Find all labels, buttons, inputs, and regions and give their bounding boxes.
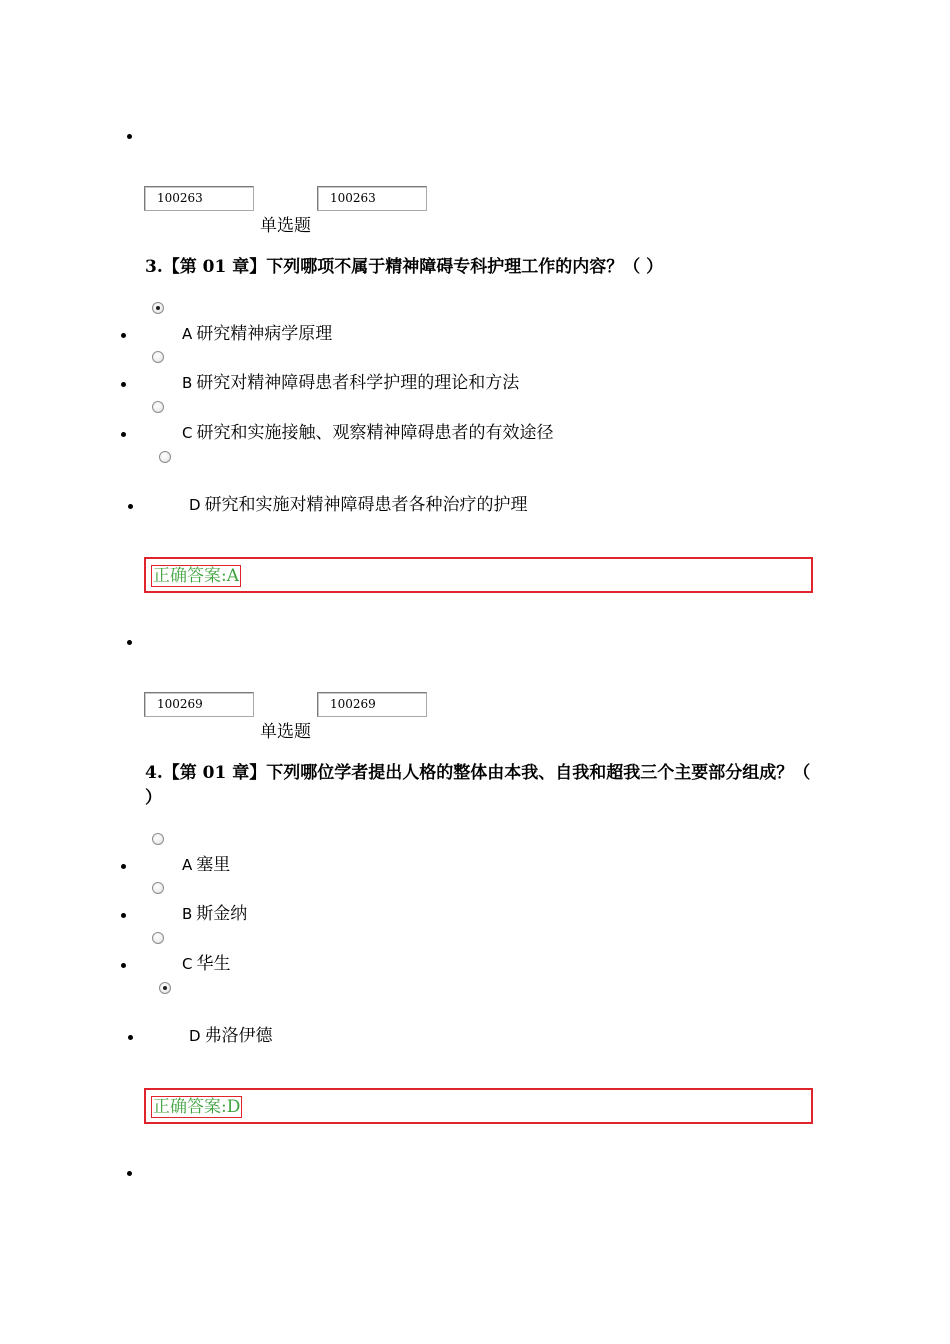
option-letter: D <box>189 1027 201 1045</box>
list-bullet <box>121 864 126 869</box>
question-id-field[interactable]: 100263 <box>144 186 254 211</box>
option-b[interactable] <box>182 372 519 394</box>
option-a-radio[interactable] <box>152 302 164 314</box>
option-a[interactable] <box>182 854 230 876</box>
option-text: 塞里 <box>196 855 231 875</box>
option-d-radio[interactable] <box>159 982 171 994</box>
option-b-radio[interactable] <box>152 882 164 894</box>
option-letter: C <box>182 424 193 442</box>
list-bullet <box>128 504 133 509</box>
option-letter: B <box>182 905 193 923</box>
option-letter: B <box>182 374 193 392</box>
option-text: 斯金纳 <box>196 904 248 924</box>
option-d[interactable] <box>189 494 528 516</box>
correct-answer-box <box>144 1088 813 1124</box>
question-text: 4.【第 01 章】下列哪位学者提出人格的整体由本我、自我和超我三个主要部分组成？（ ） <box>145 763 811 808</box>
list-bullet <box>121 382 126 387</box>
correct-answer-box <box>144 557 813 593</box>
option-c-radio[interactable] <box>152 932 164 944</box>
correct-answer: 正确答案:A <box>153 566 240 586</box>
option-d-radio[interactable] <box>159 451 171 463</box>
list-bullet <box>127 134 132 139</box>
option-text: 研究精神病学原理 <box>196 324 333 344</box>
list-bullet <box>121 432 126 437</box>
option-letter: D <box>189 496 201 514</box>
option-d[interactable] <box>189 1025 273 1047</box>
option-b-radio[interactable] <box>152 351 164 363</box>
question-id-field[interactable]: 100269 <box>144 692 254 717</box>
question-id-field[interactable]: 100269 <box>317 692 427 717</box>
list-bullet <box>121 913 126 918</box>
option-c[interactable] <box>182 422 553 444</box>
option-text: 研究对精神障碍患者科学护理的理论和方法 <box>196 373 520 393</box>
option-b[interactable] <box>182 903 247 925</box>
list-bullet <box>121 963 126 968</box>
question-id-field[interactable]: 100263 <box>317 186 427 211</box>
option-text: 研究和实施接触、观察精神障碍患者的有效途径 <box>196 423 554 443</box>
question-type-label: 单选题 <box>260 216 311 236</box>
list-bullet <box>127 640 132 645</box>
correct-answer: 正确答案:D <box>153 1097 241 1117</box>
option-text: 研究和实施对精神障碍患者各种治疗的护理 <box>204 495 528 515</box>
option-letter: C <box>182 955 193 973</box>
option-a[interactable] <box>182 323 332 345</box>
question-type-label: 单选题 <box>260 722 311 742</box>
list-bullet <box>127 1171 132 1176</box>
option-c-radio[interactable] <box>152 401 164 413</box>
option-letter: A <box>182 325 193 343</box>
option-c[interactable] <box>182 953 230 975</box>
list-bullet <box>128 1035 133 1040</box>
list-bullet <box>121 333 126 338</box>
option-a-radio[interactable] <box>152 833 164 845</box>
option-text: 弗洛伊德 <box>204 1026 273 1046</box>
question-text: 3.【第 01 章】下列哪项不属于精神障碍专科护理工作的内容？（ ） <box>145 257 664 277</box>
option-letter: A <box>182 856 193 874</box>
option-text: 华生 <box>196 954 231 974</box>
